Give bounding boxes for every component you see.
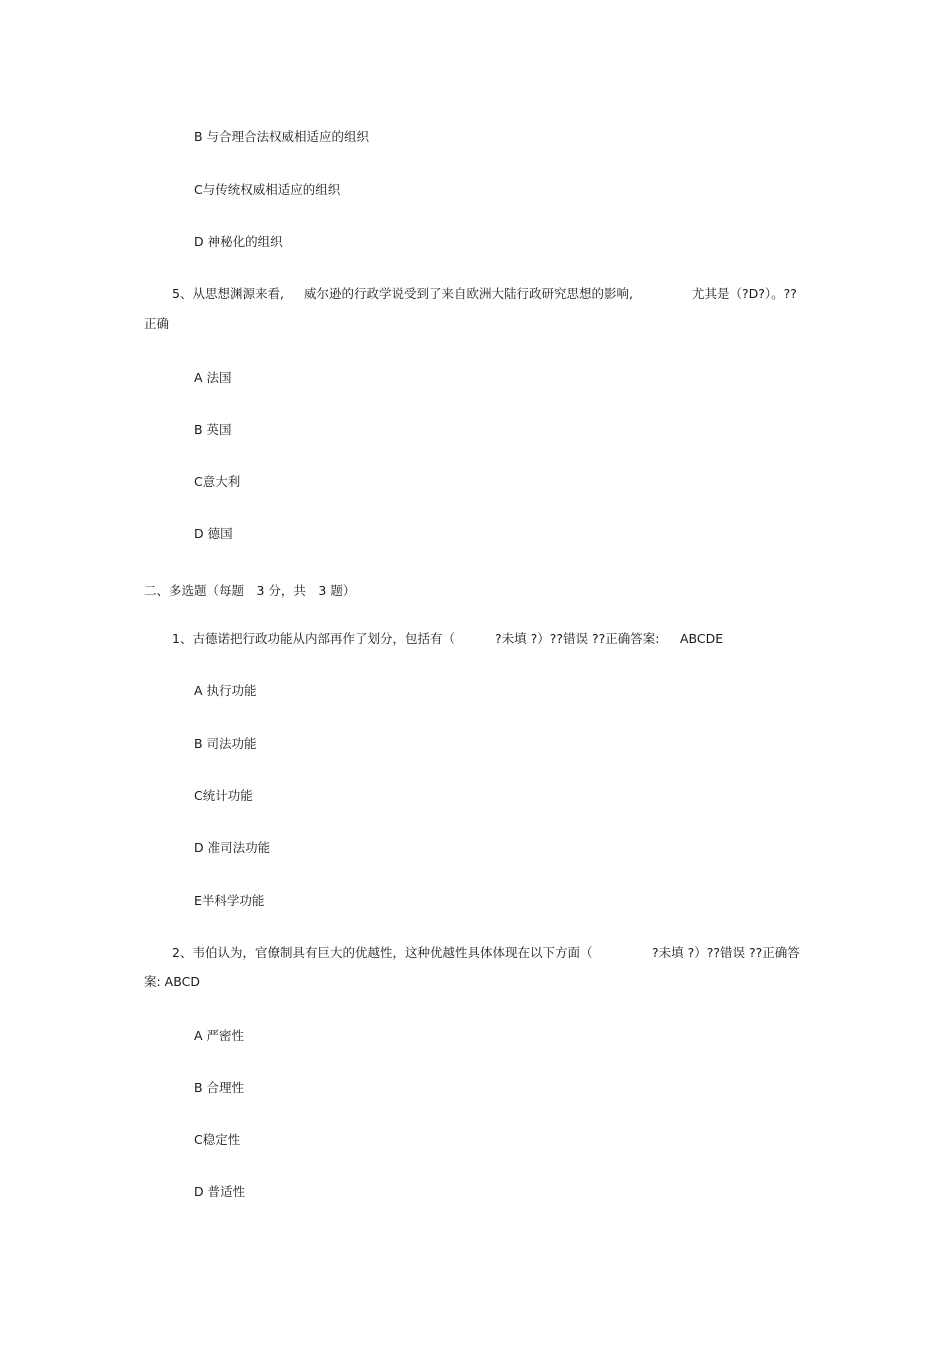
question-stem-continuation: 案: ABCD: [144, 974, 200, 989]
question-stem: 2、韦伯认为，官僚制具有巨大的优越性，这种优越性具体体现在以下方面（: [172, 945, 593, 960]
option-a: A 严密性: [194, 1028, 245, 1043]
option-a: A 法国: [194, 370, 232, 385]
option-b: B 合理性: [194, 1080, 245, 1095]
option-b: B 英国: [194, 422, 232, 437]
option-c: C与传统权威相适应的组织: [194, 182, 341, 197]
option-d: D 神秘化的组织: [194, 234, 283, 249]
option-c: C稳定性: [194, 1132, 241, 1147]
question-stem-part: 威尔逊的行政学说受到了来自欧洲大陆行政研究思想的影响,: [304, 286, 633, 301]
option-d: D 德国: [194, 526, 233, 541]
question-stem-continuation: 正确: [144, 316, 170, 331]
correct-answer: ABCDE: [680, 631, 724, 646]
option-c: C统计功能: [194, 788, 253, 803]
question-status: ?未填 ?）??错误 ??正确答案:: [495, 631, 660, 646]
option-d: D 准司法功能: [194, 840, 271, 855]
option-e: E半科学功能: [194, 893, 265, 908]
option-d: D 普适性: [194, 1184, 246, 1199]
question-answer-mark: 尤其是（?D?）。??: [692, 286, 797, 301]
question-status: ?未填 ?）??错误 ??正确答: [652, 945, 800, 960]
option-a: A 执行功能: [194, 683, 257, 698]
question-stem: 5、从思想渊源来看,: [172, 286, 284, 301]
option-b: B 与合理合法权威相适应的组织: [194, 129, 370, 144]
question-stem: 1、古德诺把行政功能从内部再作了划分，包括有（: [172, 631, 455, 646]
section-heading: 二、多选题（每题 3 分，共 3 题）: [144, 583, 356, 598]
option-c: C意大利: [194, 474, 241, 489]
option-b: B 司法功能: [194, 736, 257, 751]
